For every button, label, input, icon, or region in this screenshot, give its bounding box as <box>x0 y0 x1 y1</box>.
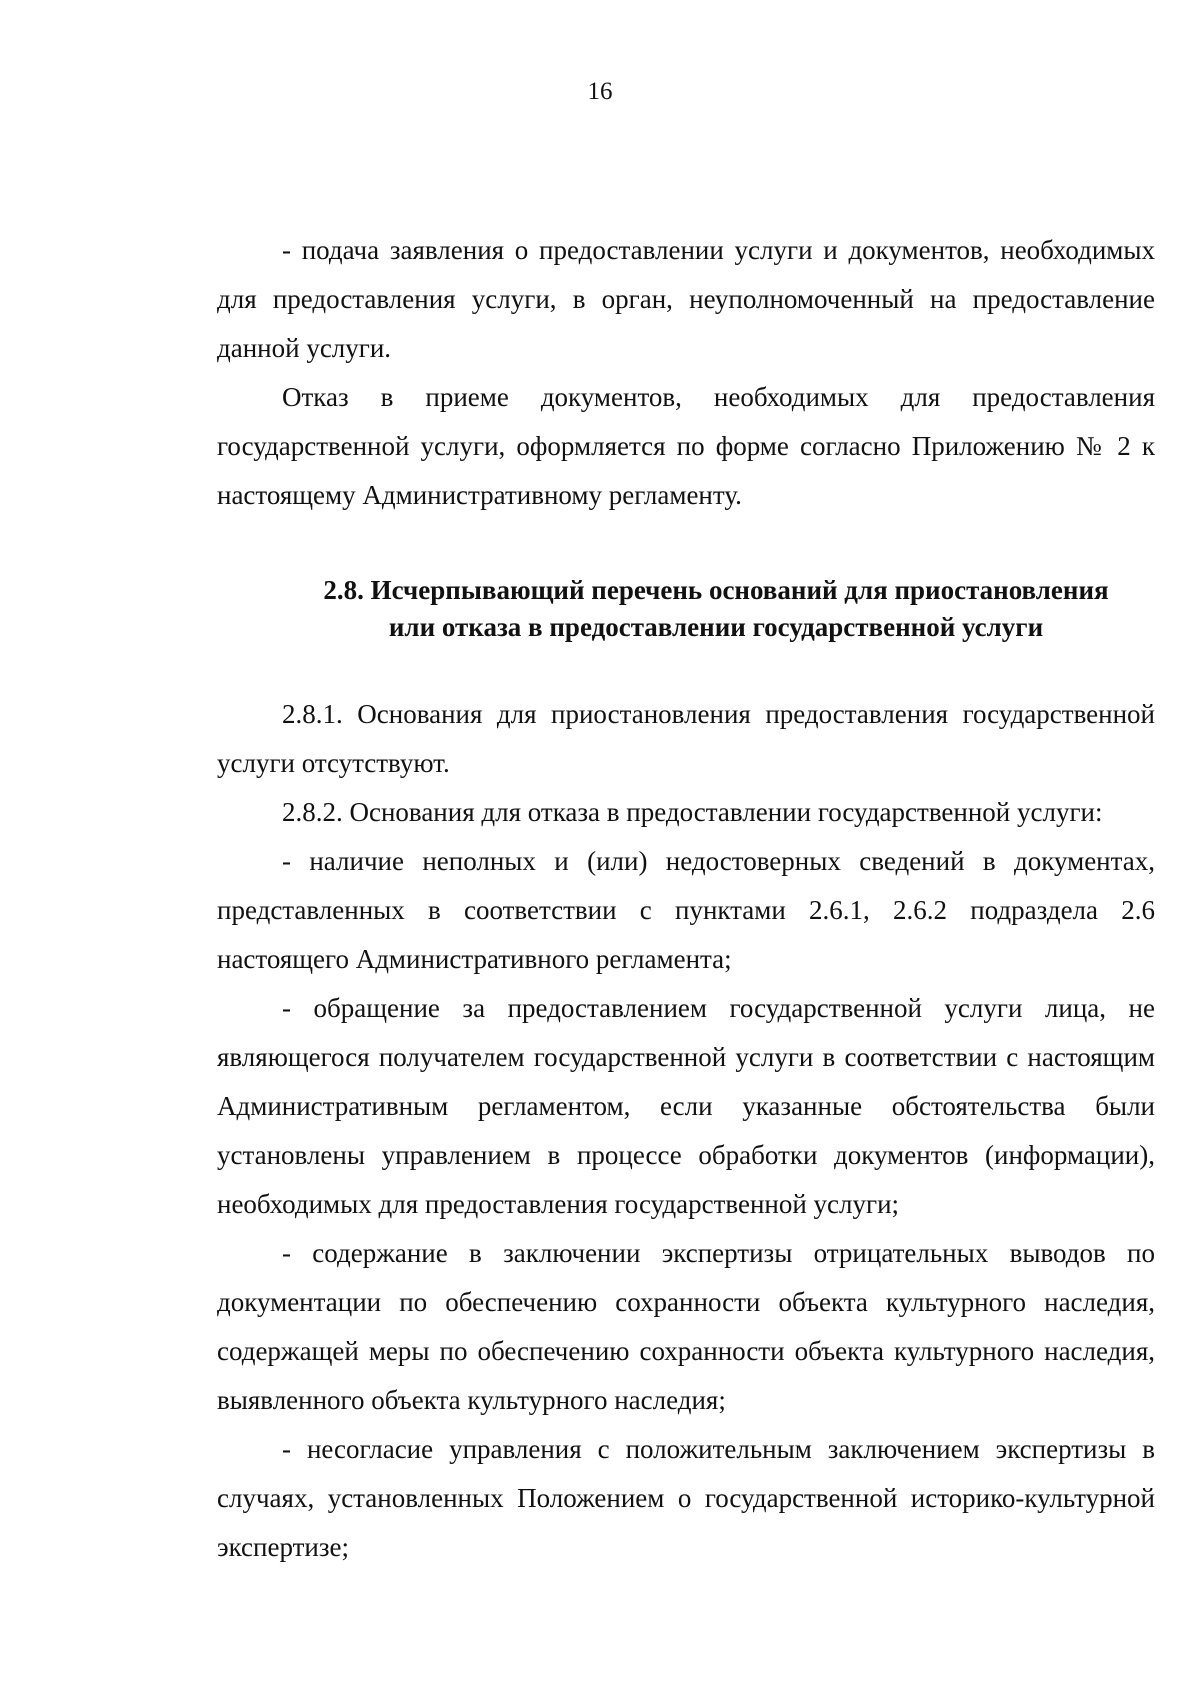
section-heading <box>217 572 1155 646</box>
page-number: 16 <box>587 78 613 105</box>
section-heading-line-2: или отказа в предоставлении государственной услуги <box>388 612 1044 642</box>
paragraph-2-8-2: 2.8.2. Основания для отказа в предоставлении государственной услуги: <box>282 797 1103 827</box>
list-item-incomplete-data: - наличие неполных и (или) недостоверных сведений в документах, представленных в соответствии с пунктами 2.6.1, 2.6.2 подраздела 2.6 настоящего Административного регламента; <box>217 846 1155 974</box>
spacer <box>217 520 1155 572</box>
list-item-disagreement: - несогласие управления с положительным заключением экспертизы в случаях, установленных Положением о государственной историко-культурной экспертизе; <box>217 1434 1155 1562</box>
document-body <box>217 226 1155 1572</box>
list-item-negative-expertise: - содержание в заключении экспертизы отрицательных выводов по документации по обеспечению сохранности объекта культурного наследия, содержащей меры по обеспечению сохранности объекта культурного наследия, выявленного объекта культурного наследия; <box>217 1238 1155 1415</box>
list-item-not-recipient: - обращение за предоставлением государственной услуги лица, не являющегося получателем государственной услуги в соответствии с настоящим Административным регламентом, если указанные обстоятельства были установлены управлением в процессе обработки документов (информации), необходимых для предоставления государственной услуги; <box>217 993 1155 1219</box>
paragraph-submission-wrong-authority: - подача заявления о предоставлении услуги и документов, необходимых для предоставления услуги, в орган, неуполномоченный на предоставление данной услуги. <box>217 235 1155 363</box>
spacer <box>217 646 1155 690</box>
section-heading-line-1: 2.8. Исчерпывающий перечень оснований для приостановления <box>323 575 1109 605</box>
paragraph-refusal-form: Отказ в приеме документов, необходимых для предоставления государственной услуги, оформляется по форме согласно Приложению № 2 к настоящему Административному регламенту. <box>217 382 1155 510</box>
paragraph-2-8-1: 2.8.1. Основания для приостановления предоставления государственной услуги отсутствуют. <box>217 699 1155 778</box>
